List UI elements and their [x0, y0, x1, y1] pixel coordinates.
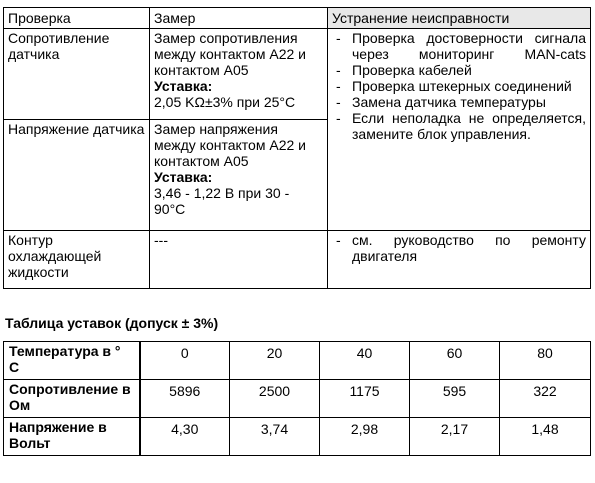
temperature-value: 80 [500, 342, 591, 380]
check-voltage: Напряжение датчика [4, 120, 150, 231]
fix-item: - см. руководство по ремонту двигателя [336, 232, 586, 264]
fix-item: - Проверка достоверности сигнала через мониторинг MAN-cats [336, 30, 586, 62]
setpoint-label: Уставка: [154, 78, 213, 94]
diagnostics-table [3, 7, 591, 289]
fix-item: - Проверка кабелей [336, 62, 472, 78]
measure-voltage [150, 120, 328, 231]
fix-item: - Если неполадка не определяется, замените блок управления. [336, 110, 586, 142]
row-resistance [4, 29, 591, 120]
setpoint-label: Уставка: [154, 169, 213, 185]
resistance-label: Сопротивление в Ом [4, 380, 140, 418]
measure-text: Замер сопротивления между контактом A22 и контактом A05 [154, 30, 306, 78]
header-row [4, 8, 591, 29]
fixes-coolant [328, 231, 591, 289]
resistance-value: 5896 [140, 380, 230, 418]
header-measure: Замер [150, 8, 328, 29]
measure-text: Замер напряжения между контактом A22 и контактом A05 [154, 121, 306, 169]
row-resistance-values [4, 380, 591, 418]
voltage-value: 1,48 [500, 418, 591, 456]
resistance-value: 595 [410, 380, 500, 418]
temperature-label: Температура в ° С [4, 342, 140, 380]
fixes-shared [328, 29, 591, 231]
voltage-value: 3,74 [230, 418, 320, 456]
resistance-value: 1175 [320, 380, 410, 418]
row-temperature [4, 342, 591, 380]
voltage-value: 4,30 [140, 418, 230, 456]
temperature-value: 40 [320, 342, 410, 380]
temperature-value: 0 [140, 342, 230, 380]
row-coolant [4, 231, 591, 289]
setpoint-value: 2,05 KΩ±3% при 25°C [154, 94, 296, 110]
check-coolant: Контур охлаждающей жидкости [4, 231, 150, 289]
measure-resistance [150, 29, 328, 120]
fix-item: - Замена датчика температуры [336, 94, 546, 110]
setpoints-title: Таблица уставок (допуск ± 3%) [5, 315, 219, 331]
voltage-value: 2,98 [320, 418, 410, 456]
fix-item: - Проверка штекерных соединений [336, 78, 572, 94]
temperature-value: 60 [410, 342, 500, 380]
resistance-value: 322 [500, 380, 591, 418]
row-voltage-values [4, 418, 591, 456]
header-fix: Устранение неисправности [328, 8, 591, 29]
resistance-value: 2500 [230, 380, 320, 418]
header-check: Проверка [4, 8, 150, 29]
setpoint-value: 3,46 - 1,22 В при 30 - 90°C [154, 185, 290, 217]
measure-coolant: --- [150, 231, 328, 289]
voltage-value: 2,17 [410, 418, 500, 456]
voltage-label: Напряжение в Вольт [4, 418, 140, 456]
setpoints-table [3, 341, 591, 456]
temperature-value: 20 [230, 342, 320, 380]
check-resistance: Сопротивление датчика [4, 29, 150, 120]
